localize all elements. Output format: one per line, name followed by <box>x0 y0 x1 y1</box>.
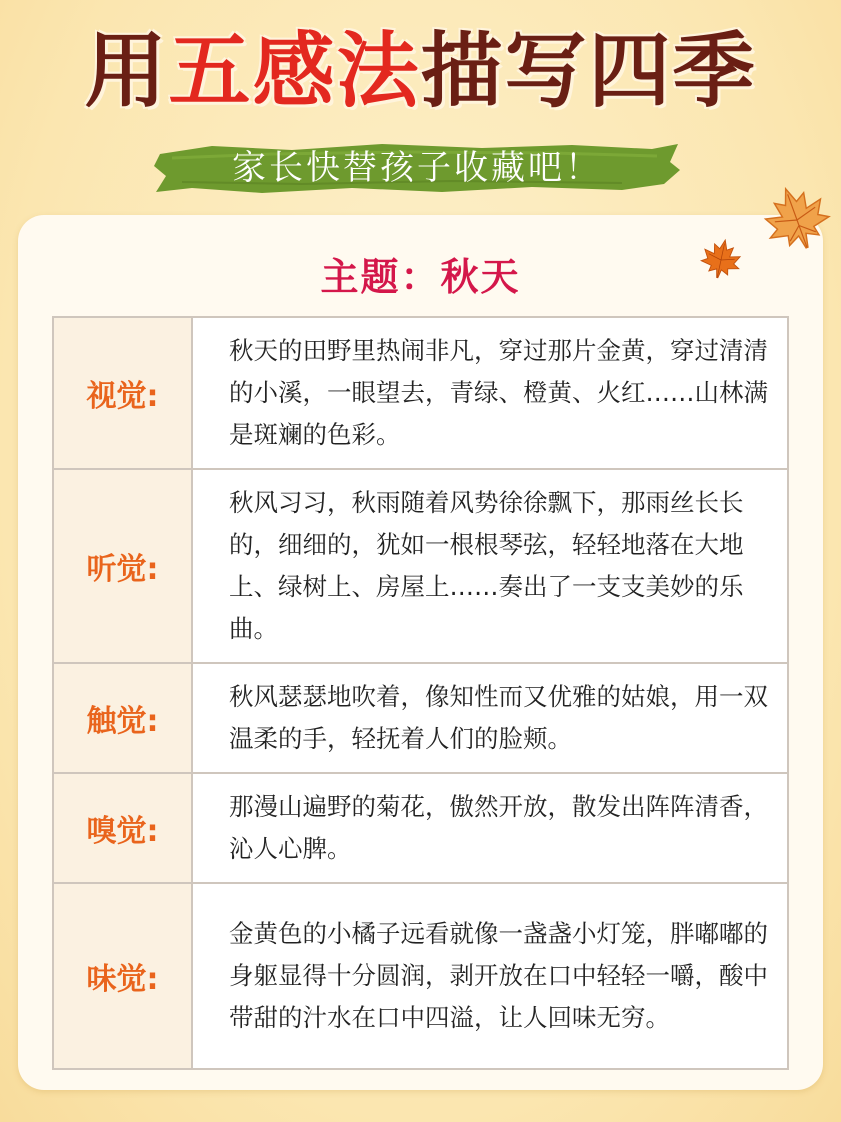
sense-description: 金黄色的小橘子远看就像一盏盏小灯笼，胖嘟嘟的身躯显得十分圆润，剥开放在口中轻轻一嚼，酸中带甜的汁水在口中四溢，让人回味无穷。 <box>192 883 788 1069</box>
sense-description: 秋风瑟瑟地吹着，像知性而又优雅的姑娘，用一双温柔的手，轻抚着人们的脸颊。 <box>192 663 788 773</box>
sense-label: 听觉: <box>53 469 192 663</box>
table-row <box>53 469 788 663</box>
table-row <box>53 663 788 773</box>
senses-table <box>52 316 789 1070</box>
title-part-1: 用 <box>84 24 169 119</box>
page-title <box>0 22 841 122</box>
title-part-2: 五感法 <box>168 24 421 119</box>
table-row <box>53 773 788 883</box>
subtitle-banner <box>152 140 682 196</box>
sense-description: 秋天的田野里热闹非凡，穿过那片金黄，穿过清清的小溪，一眼望去，青绿、橙黄、火红……山林满是斑斓的色彩。 <box>192 317 788 469</box>
sense-label: 触觉: <box>53 663 192 773</box>
table-row <box>53 883 788 1069</box>
sense-description: 秋风习习，秋雨随着风势徐徐飘下，那雨丝长长的，细细的，犹如一根根琴弦，轻轻地落在大地上、绿树上、房屋上……奏出了一支支美妙的乐曲。 <box>192 469 788 663</box>
sense-description: 那漫山遍野的菊花，傲然开放，散发出阵阵清香，沁人心脾。 <box>192 773 788 883</box>
sense-label: 视觉: <box>53 317 192 469</box>
table-row <box>53 317 788 469</box>
sense-label: 嗅觉: <box>53 773 192 883</box>
title-part-3: 描写四季 <box>420 24 757 119</box>
sense-label: 味觉: <box>53 883 192 1069</box>
subtitle-text: 家长快替孩子收藏吧！ <box>232 148 602 188</box>
theme-heading: 主题：秋天 <box>320 255 521 299</box>
